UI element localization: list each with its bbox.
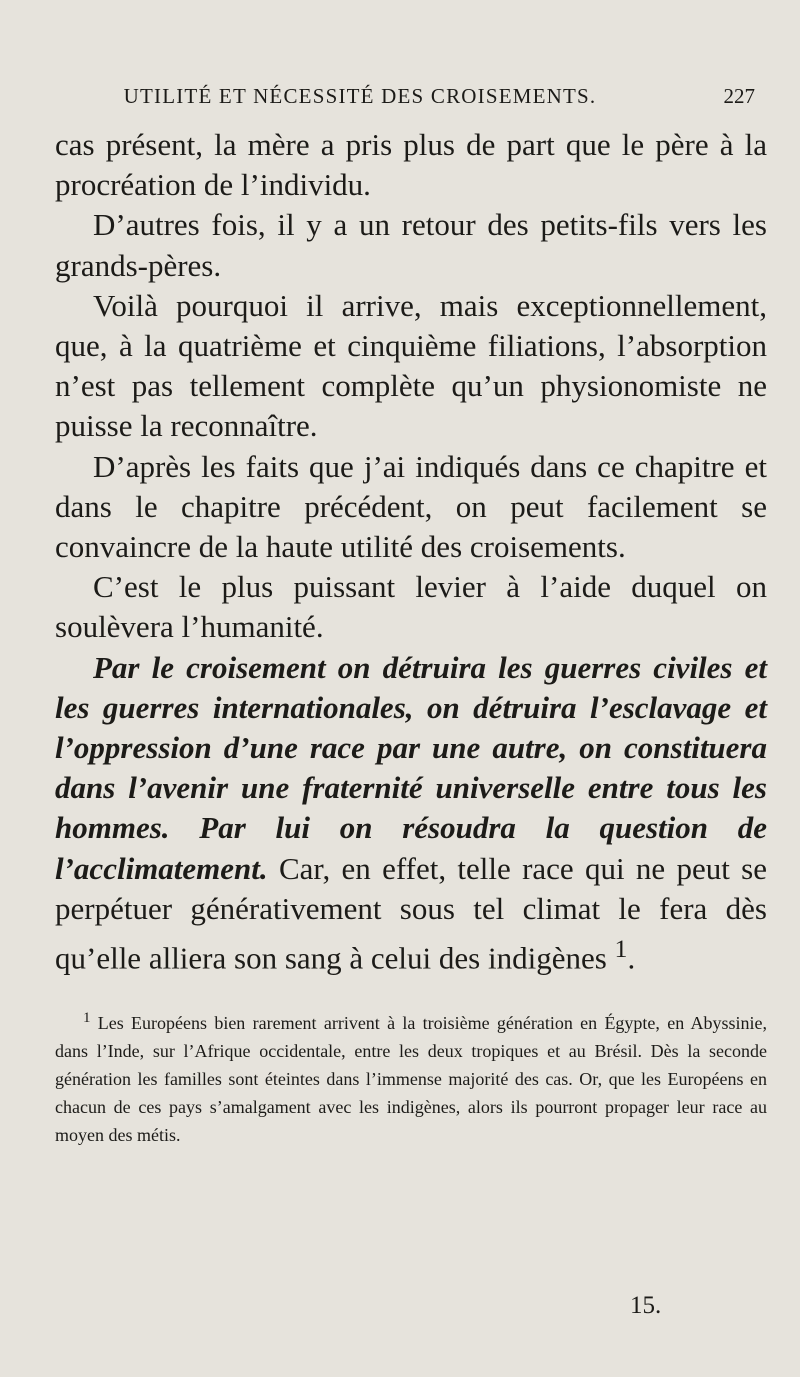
paragraph: Voilà pourquoi il arrive, mais exceptionnellement, que, à la quatrième et cinquième filiations, l’absorption n’est pas tellement complète qu’un physionomiste ne puisse la reconnaître. <box>55 287 767 444</box>
footnote-mark: 1 <box>83 1010 91 1026</box>
paragraph: C’est le plus puissant levier à l’aide duquel on soulèvera l’humanité. <box>55 569 767 645</box>
page-number: 227 <box>723 84 755 108</box>
paragraph <box>55 648 767 979</box>
paragraph: D’après les faits que j’ai indiqués dans ce chapitre et dans le chapitre précédent, on peut facilement se convaincre de la haute utilité des croisements. <box>55 448 767 565</box>
paragraph-end: . <box>627 940 636 976</box>
body-text <box>55 125 767 979</box>
paragraph: cas présent, la mère a pris plus de part que le père à la procréation de l’individu. <box>55 127 767 203</box>
footnotes <box>55 1004 767 1149</box>
footnote <box>55 1004 767 1149</box>
running-head: UTILITÉ ET NÉCESSITÉ DES CROISEMENTS. <box>123 84 597 108</box>
paragraph: D’autres fois, il y a un retour des petits-fils vers les grands-pères. <box>55 207 767 283</box>
paragraph-text: Car, en effet, telle race qui ne peut se perpétuer générativement sous tel climat le fera dès qu’elle alliera son sang à celui des indigènes <box>55 850 767 976</box>
footnote-reference: 1 <box>614 934 628 964</box>
footnote-text: Les Européens bien rarement arrivent à la troisième génération en Égypte, en Abyssinie, dans l’Inde, sur l’Afrique occidentale, entre les deux tropiques et au Brésil. Dès la seconde génération les familles sont éteintes dans l’immense majorité des cas. Or, que les Européens en chacun de ces pays s’amalgament avec les indigènes, alors ils pourront propager leur race au moyen des métis. <box>55 1013 767 1145</box>
signature-mark: 15. <box>630 1292 662 1319</box>
italic-passage: Par le croisement on détruira les guerres civiles et les guerres internationales, on détruira l’esclavage et l’oppression d’une race par une autre, on constituera dans l’avenir une fraternité universelle entre tous les hommes. Par lui on résoudra la question de l’acclimatement. <box>55 649 767 886</box>
page-header <box>55 84 755 114</box>
